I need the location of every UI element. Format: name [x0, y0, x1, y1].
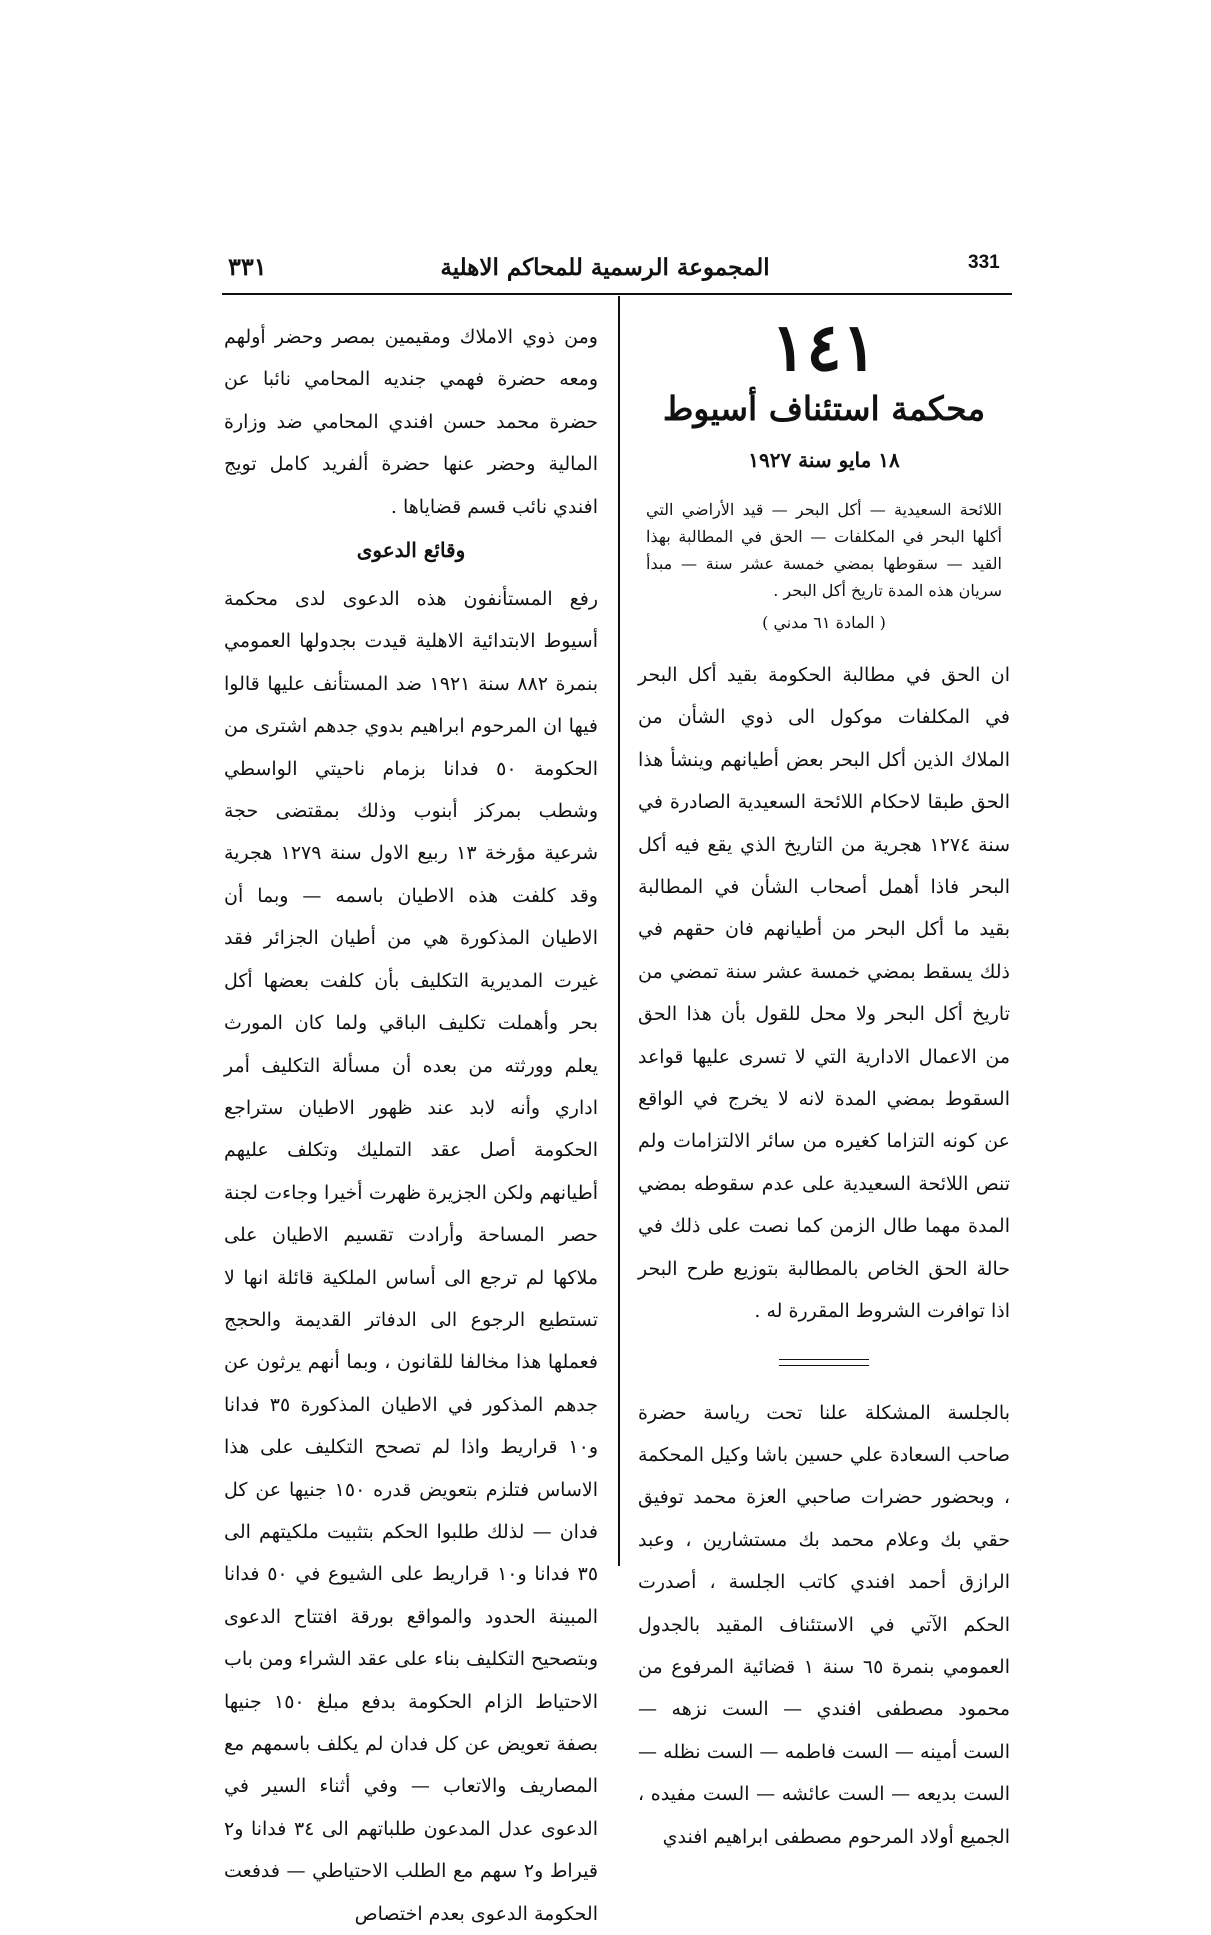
column-divider [618, 296, 620, 1566]
page-number: 331 [968, 252, 1000, 273]
section-separator [779, 1359, 869, 1366]
intro-paragraph: ومن ذوي الاملاك ومقيمين بمصر وحضر أولهم ومعه حضرة فهمي جنديه المحامي نائبا عن حضرة محمد حسن افندي المحامي ضد وزارة المالية وحضر عنها حضرة ألفريد كامل تويج افندي نائب قسم قضاياها . [224, 326, 598, 518]
session-paragraph: بالجلسة المشكلة علنا تحت رياسة حضرة صاحب السعادة علي حسين باشا وكيل المحكمة ، وبحضور حضرات صاحبي العزة محمد توفيق حقي بك وعلام محمد بك مستشارين ، وعبد الرازق أحمد افندي كاتب الجلسة ، أصدرت الحكم الآتي في الاستئناف المقيد بالجدول العمومي بنمرة ٦٥ سنة ١ قضائية المرفوع من محمود مصطفى افندي — الست نزهه — الست أمينه — الست فاطمه — الست نظله — الست بديعه — الست عائشه — الست مفيده ، الجميع أولاد المرحوم مصطفى ابراهيم افندي [638, 1401, 1010, 1848]
case-summary: اللائحة السعيدية — أكل البحر — قيد الأراضي التي أكلها البحر في المكلفات — الحق في المطالبة بهذا القيد — سقوطها بمضي خمسة عشر سنة — مبدأ سريان هذه المدة تاريخ أكل البحر . [646, 500, 1002, 600]
right-column [638, 308, 1010, 1858]
article-reference: ( المادة ٦١ مدني ) [762, 613, 886, 632]
ruling-paragraph: ان الحق في مطالبة الحكومة بقيد أكل البحر في المكلفات موكول الى ذوي الشأن من الملاك الذين أكل البحر بعض أطيانهم وينشأ هذا الحق طبقا لاحكام اللائحة السعيدية الصادرة في سنة ١٢٧٤ هجرية من التاريخ الذي يقع فيه أكل البحر فاذا أهمل أصحاب الشأن في المطالبة بقيد ما أكل البحر من أطيانهم فان حقهم في ذلك يسقط بمضي خمسة عشر سنة تمضي من تاريخ أكل البحر ولا محل للقول بأن هذا الحق من الاعمال الادارية التي لا تسرى عليها قواعد السقوط بمضي المدة لانه لا يخرج في الواقع عن كونه التزاما كغيره من سائر الالتزامات ولم تنص اللائحة السعيدية على عدم سقوطه بمضي المدة مهما طال الزمن كما نصت على ذلك في حالة الحق الخاص بالمطالبة بتوزيع طرح البحر اذا توافرت الشروط المقررة له . [638, 664, 1010, 1323]
running-title: المجموعة الرسمية للمحاكم الاهلية [440, 254, 770, 281]
facts-paragraph: رفع المستأنفون هذه الدعوى لدى محكمة أسيوط الابتدائية الاهلية قيدت بجدولها العمومي بنمرة ٨٨٢ سنة ١٩٢١ ضد المستأنف عليها قالوا فيها ان المرحوم ابراهيم بدوي جدهم اشترى من الحكومة ٥٠ فدانا بزمام ناحيتي الواسطي وشطب بمركز أبنوب وذلك بمقتضى حجة شرعية مؤرخة ١٣ ربيع الاول سنة ١٢٧٩ هجرية وقد كلفت هذه الاطيان باسمه — وبما أن الاطيان المذكورة هي من أطيان الجزائر فقد غيرت المديرية التكليف بأن كلفت بعضها أكل بحر وأهملت تكليف الباقي ولما كان المورث يعلم وورثته من بعده أن مسألة التكليف أمر اداري وأنه لابد عند ظهور الاطيان ستراجع الحكومة أصل عقد التمليك وتكلف عليهم أطيانهم ولكن الجزيرة ظهرت أخيرا وجاءت لجنة حصر المساحة وأرادت تقسيم الاطيان على ملاكها لم ترجع الى أساس الملكية قائلة انها لا تستطيع الرجوع الى الدفاتر القديمة والحجج فعملها هذا مخالفا للقانون ، وبما أنهم يرثون عن جدهم المذكور في الاطيان المذكورة ٣٥ فدانا و١٠ قراريط واذا لم تصحح التكليف على هذا الاساس فتلزم بتعويض قدره ١٥٠ جنيها عن كل فدان — لذلك طلبوا الحكم بتثبيت ملكيتهم الى ٣٥ فدانا و١٠ قراريط على الشيوع في ٥٠ فدانا المبينة الحدود والمواقع بورقة افتتاح الدعوى وبتصحيح التكليف بناء على عقد الشراء ومن باب الاحتياط الزام الحكومة بدفع مبلغ ١٥٠ جنيها بصفة تعويض عن كل فدان لم يكلف باسمهم مع المصاريف والاتعاب — وفي أثناء السير في الدعوى عدل المدعون طلباتهم الى ٣٤ فدانا و٢ قيراط و٢ سهم مع الطلب الاحتياطي — فدفعت الحكومة الدعوى بعدم اختصاص [224, 588, 599, 1925]
court-name: محكمة استئناف أسيوط [662, 389, 986, 428]
case-number: ١٤١ [770, 308, 878, 386]
page-number-arabic: ٣٣١ [228, 252, 267, 281]
case-date: ١٨ مايو سنة ١٩٢٧ [748, 448, 900, 472]
facts-heading: وقائع الدعوى [356, 538, 466, 563]
left-column [224, 316, 598, 1935]
header-rule [222, 293, 1012, 295]
